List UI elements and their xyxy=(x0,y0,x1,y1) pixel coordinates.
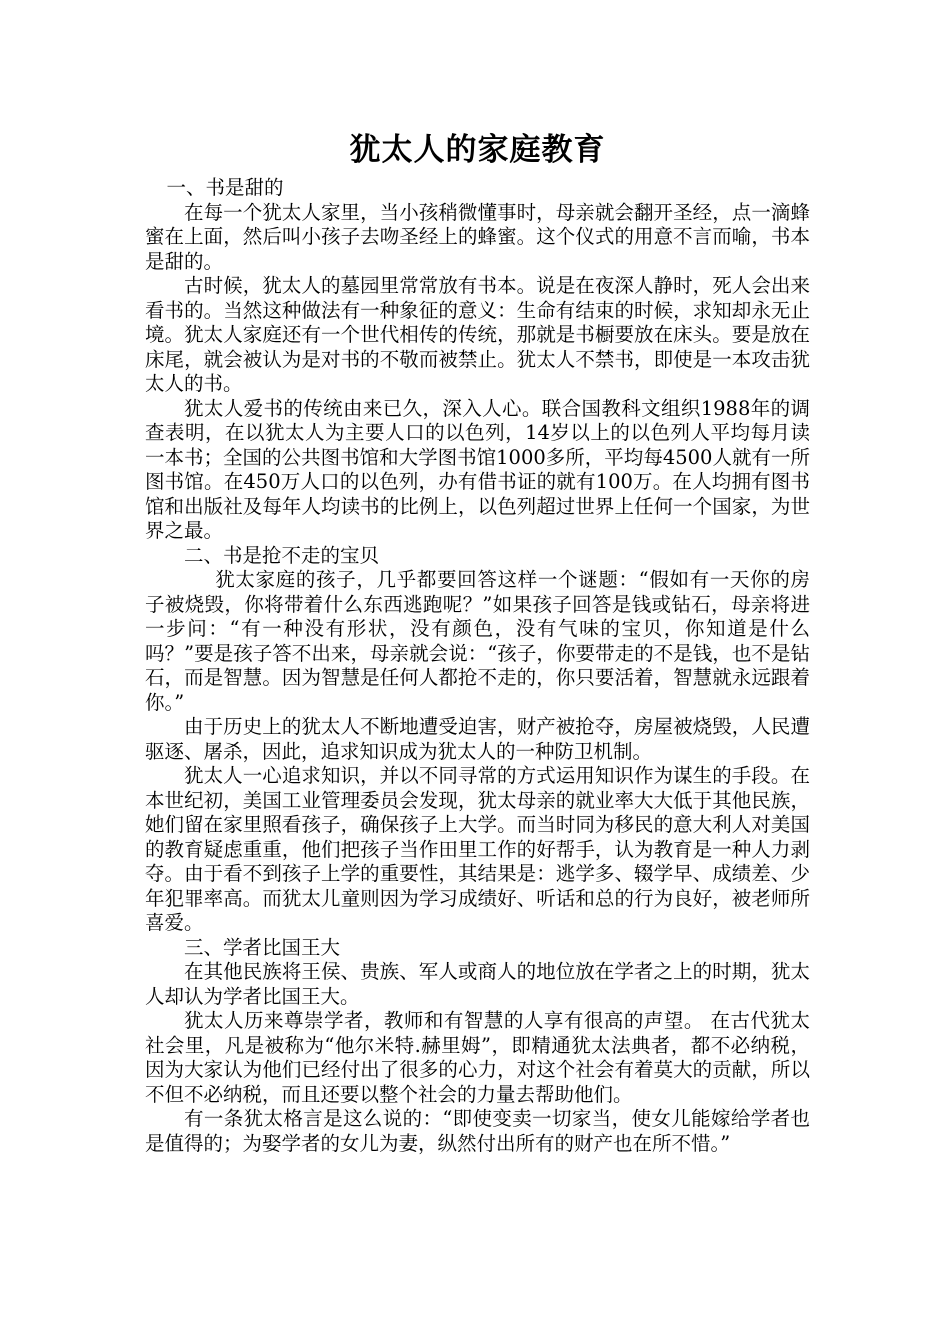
paragraph: 犹太家庭的孩子，几乎都要回答这样一个谜题：“假如有一天你的房子被烧毁，你将带着什么东西逃跑呢？”如果孩子回答是钱或钻石，母亲将进一步问：“有一种没有形状，没有颜色，没有气味的宝贝，你知道是什么吗？”要是孩子答不出来，母亲就会说：“孩子，你要带走的不是钱，也不是钻石，而是智慧。因为智慧是任何人都抢不走的，你只要活着，智慧就永远跟着你。” xyxy=(145,568,810,714)
paragraph: 有一条犹太格言是这么说的：“即使变卖一切家当，使女儿能嫁给学者也是值得的；为娶学者的女儿为妻，纵然付出所有的财产也在所不惜。” xyxy=(145,1107,810,1155)
paragraph: 犹太人历来尊崇学者，教师和有智慧的人享有很高的声望。 在古代犹太社会里，凡是被称为“他尔米特.赫里姆”，即精通犹太法典者，都不必纳税，因为大家认为他们已经付出了很多的心力，对这个社会有着莫大的贡献，所以不但不必纳税，而且还要以整个社会的力量去帮助他们。 xyxy=(145,1009,810,1106)
section-heading-1: 一、书是甜的 xyxy=(166,176,284,199)
paragraph: 犹太人爱书的传统由来已久，深入人心。联合国教科文组织1988年的调查表明，在以犹太人为主要人口的以色列，14岁以上的以色列人平均每月读一本书；全国的公共图书馆和大学图书馆1000多所，平均每4500人就有一所图书馆。在450万人口的以色列，办有借书证的就有100万。在人均拥有图书馆和出版社及每年人均读书的比例上，以色列超过世界上任何一个国家，为世界之最。 xyxy=(145,396,810,542)
document-page xyxy=(145,128,810,1156)
section-heading-2: 二、书是抢不走的宝贝 xyxy=(184,543,380,567)
paragraph: 在每一个犹太人家里，当小孩稍微懂事时，母亲就会翻开圣经，点一滴蜂蜜在上面，然后叫小孩子去吻圣经上的蜂蜜。这个仪式的用意不言而喻，书本是甜的。 xyxy=(145,200,810,273)
paragraph: 犹太人一心追求知识，并以不同寻常的方式运用知识作为谋生的手段。在本世纪初，美国工业管理委员会发现，犹太母亲的就业率大大低于其他民族，她们留在家里照看孩子，确保孩子上大学。而当时同为移民的意大利人对美国的教育疑虑重重，他们把孩子当作田里工作的好帮手，认为教育是一种人力剥夺。由于看不到孩子上学的重要性，其结果是：逃学多、辍学早、成绩差、少年犯罪率高。而犹太儿童则因为学习成绩好、听话和总的行为良好，被老师所喜爱。 xyxy=(145,764,810,934)
paragraph: 在其他民族将王侯、贵族、军人或商人的地位放在学者之上的时期，犹太人却认为学者比国王大。 xyxy=(145,960,810,1008)
document-title: 犹太人的家庭教育 xyxy=(349,132,606,168)
paragraph: 古时候，犹太人的墓园里常常放有书本。说是在夜深人静时，死人会出来看书的。当然这种做法有一种象征的意义：生命有结束的时候，求知却永无止境。犹太人家庭还有一个世代相传的传统，那就是书橱要放在床头。要是放在床尾，就会被认为是对书的不敬而被禁止。犹太人不禁书，即使是一本攻击犹太人的书。 xyxy=(145,274,810,395)
section-heading-3: 三、学者比国王大 xyxy=(184,935,341,959)
paragraph: 由于历史上的犹太人不断地遭受迫害，财产被抢夺，房屋被烧毁，人民遭驱逐、屠杀，因此，追求知识成为犹太人的一种防卫机制。 xyxy=(145,715,810,763)
